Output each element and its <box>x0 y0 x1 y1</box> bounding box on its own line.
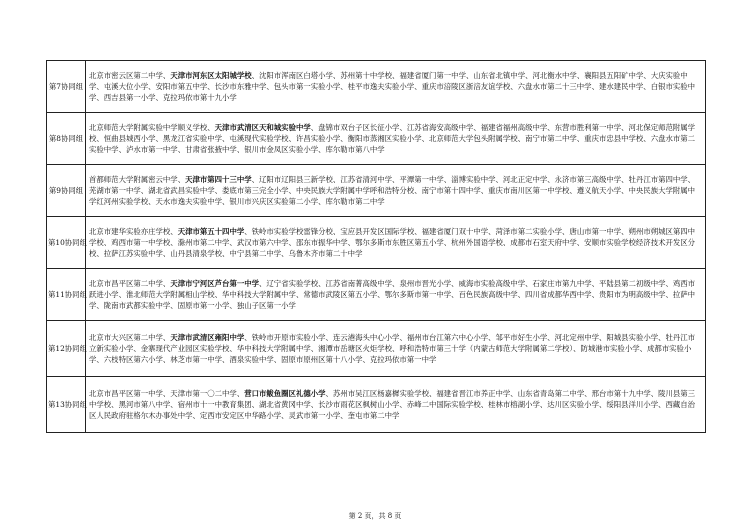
group-members <box>86 61 706 113</box>
group-members <box>86 217 706 269</box>
group-members <box>86 269 706 321</box>
table-row <box>47 217 706 269</box>
members-after: 、盘锦市双台子区长征小学、江苏省海安高级中学、福建省福州高级中学、东营市胜利第一中学、河北保定师范附属学校、恒曲县城西小学、黑龙江省实验中学、屯溪现代实验学校、许昌实验小学、衡阳市蒸湘区实验小学、北京师范大学包头附属学校、南宁市第二中学、重庆市忠县中学校、六盘水市第二实验中学、泸水市第一中学、甘肃省张掖中学、银川市金凤区实验小学、库尔勒市第八中学 <box>89 122 696 155</box>
group-members <box>86 377 706 433</box>
members-after: 、铁岭市开原市实验小学、连云港海头中心小学、福州市台江第六中心小学、邹平市好生小学、河北定州中学、阳城县实验小学、牡丹江市立新实验小学、金寨现代产业园区实验学校、华中科技大学附属中学、湘潭市岳塘区火炬学校、呼和浩特市第三十学（内蒙古师范大学附属第二学校）、防城港市实验小学、成都市实验小学、六枝特区第六小学、林芝市第一中学、酒泉实验中学、固原市原州区第十八小学、克拉玛依市第一中学 <box>89 332 696 365</box>
members-before: 北京市昌平区第一中学、天津市第一〇二中学、 <box>89 388 245 398</box>
lead-school: 天津市河东区太阳城学校 <box>170 70 252 80</box>
lead-school: 天津市第四十三中学 <box>185 174 252 184</box>
collaboration-groups-table <box>46 60 706 433</box>
members-before: 首都师范大学附属密云中学、 <box>89 174 186 184</box>
group-name: 第12协同组 <box>47 321 86 377</box>
members-after: 、辽阳市辽阳县三新学校、江苏省清河中学、平潭第一中学、淄博实验中学、河北正定中学、永济市第三高级中学、牡丹江市第四中学、芜湖市第一中学、湖北省武昌实验中学、娄底市第三完全小学、中央民族大学附属中学呼和浩特分校、南宁市第十四中学、重庆市南川区第一中学校、遵义航天小学、中央民族大学附属中学红河州实验学校、天水市逸夫实验中学、银川市兴庆区实验第二小学、库尔勒市第二中学 <box>89 174 696 207</box>
group-members <box>86 165 706 217</box>
lead-school: 天津市武清区雍阳中学 <box>170 332 245 342</box>
group-name: 第13协同组 <box>47 377 86 433</box>
lead-school: 营口市鲅鱼圈区礼德小学 <box>244 388 326 398</box>
table-row <box>47 113 706 165</box>
members-before: 北京市建华实验亦庄学校、 <box>89 226 178 236</box>
table-row <box>47 321 706 377</box>
table-row <box>47 269 706 321</box>
group-name: 第10协同组 <box>47 217 86 269</box>
members-after: 、辽宁省实验学校、江苏省南菁高级中学、泉州市晋光小学、威海市实验高级中学、石家庄市第九中学、平陆县第二初级中学、鸡西市跃进小学、淮北师范大学附属相山学校、华中科技大学附属中学、常德市武陵区第五小学、鄂尔多斯市第一中学、百色民族高级中学、四川省成都华西中学、贵阳市为明高级中学、拉萨中学、陇南市武都实验中学、固原市第一小学、独山子区第一小学 <box>89 278 696 311</box>
page-footer: 第 2 页，共 8 页 <box>348 512 402 520</box>
members-after: 、沈阳市浑南区白塔小学、苏州第十中学校、福建省厦门第一中学、山东省北镇中学、河北衡水中学、襄阳县五阳矿中学、大庆实验中学、屯溪大位小学、安阳市第五中学、长沙市东雅中学、包头市第一实验小学、桂平市逸夫实验小学、重庆市涪陵区浙涪友谊学校、六盘水市第二十三中学、建水建民中学、白银市实验中学、西吉县第一小学、克拉玛依市第十九小学 <box>89 70 696 103</box>
members-after: 、苏州市吴江区杨嘉樨实验学校、福建省晋江市养正中学、山东省青岛第二中学、邢台市第十九中学、陵川县第三中学校、黑河市第八中学、宿州市十一中教育集团、湖北省黄冈中学、长沙市雨花区枫树山小学、赤峰二中国际实验学校、桂林市榕湖小学、达川区实验小学、绥阳县洋川小学、西藏自治区人民政府驻格尔木办事处中学、定西市安定区中华路小学、灵武市第一小学、奎屯市第二中学 <box>89 388 696 421</box>
members-before: 北京师范大学附属实验中学顺义学校、 <box>89 122 215 132</box>
group-members <box>86 321 706 377</box>
group-name: 第8协同组 <box>47 113 86 165</box>
members-before: 北京市昌平区第二中学、 <box>89 278 171 288</box>
members-after: 、铁岭市实验学校雷锋分校、宝应县开发区国际学校、福建省厦门双十中学、菏泽市第二实验小学、唐山市第一中学、朔州市朔城区第四中学校、鸡西市第一中学校、滁州市第二中学、武汉市第六中学、邵东市振华中学、鄂尔多斯市东胜区第五小学、杭州外国语学校、成都市石室天府中学、安顺市实验学校经济技术开发区分校、拉萨江苏实验中学、山丹县清泉学校、中宁县第二中学、乌鲁木齐市第二十中学 <box>89 226 696 259</box>
group-name: 第9协同组 <box>47 165 86 217</box>
group-name: 第11协同组 <box>47 269 86 321</box>
members-before: 北京市密云区第二中学、 <box>89 70 171 80</box>
lead-school: 天津市宁河区芦台第一中学 <box>170 278 260 288</box>
members-before: 北京市大兴区第二中学、 <box>89 332 171 342</box>
group-name: 第7协同组 <box>47 61 86 113</box>
table-row <box>47 165 706 217</box>
group-members <box>86 113 706 165</box>
table-row <box>47 61 706 113</box>
lead-school: 天津市第五十四中学 <box>177 226 245 236</box>
lead-school: 天津市武清区天和城实验中学 <box>214 122 311 132</box>
table-row <box>47 377 706 433</box>
